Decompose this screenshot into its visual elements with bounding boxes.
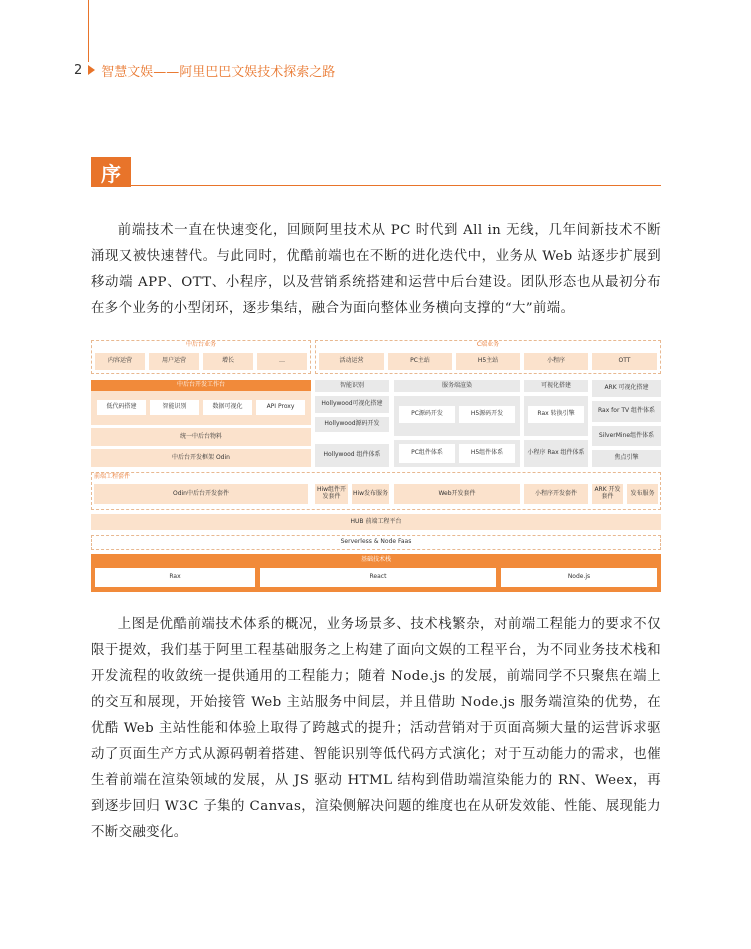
biz-content-ops: 内容运营 [95,353,145,370]
section-rule [131,185,661,186]
suite-ark: ARK 开发套件 [592,484,623,504]
wb-smart-recognition: 智能识别 [150,400,199,415]
section-heading [91,157,661,187]
biz-activity-ops: 活动运营 [319,353,384,370]
biz-ott: OTT [592,353,657,370]
biz-mini-program: 小程序 [524,353,588,370]
base-stack-title: 基础技术栈 [360,555,391,563]
book-title: 智慧文娱——阿里巴巴文娱技术探索之路 [101,64,336,80]
h5-source: H5源码开发 [459,406,515,423]
suite-hiw-publish: Hiw发布服务 [352,484,389,504]
service-render: 服务端渲染 [394,380,520,392]
stack-react: React [260,568,496,587]
biz-growth: 增长 [203,353,253,370]
header-accent-line [88,0,89,62]
play-triangle-icon [88,65,95,75]
hollywood-source: Hollywood源码开发 [315,417,389,432]
running-header [74,60,335,80]
pc-source: PC源码开发 [399,406,455,423]
wb-lowcode: 低代码搭建 [97,400,146,415]
mini-rax-components: 小程序 Rax 组件体系 [524,440,588,467]
mid-workbench-title: 中后台开发工作台 [91,380,311,391]
intro-paragraph: 前端技术一直在快速变化，回顾阿里技术从 PC 时代到 All in 无线，几年间新技术不断涌现又被快速替代。与此同时，优酷前端也在不断的进化迭代中，业务从 Web 站逐步扩展到移动端 APP、OTT、小程序，以及营销系统搭建和运营中后台建设。团队形态也从最初分布在多个业务的小型闭环，逐步集结，融合为面向整体业务横向支撑的“大”前端。 [91,223,661,316]
suite-odin: Odin中后台开发套件 [94,484,308,504]
wb-api-proxy: API Proxy [256,400,305,415]
mid-business-title: 中后台业务 [185,341,216,349]
suite-web: Web开发套件 [394,484,520,504]
body-paragraph: 上图是优酷前端技术体系的概况，业务场景多、技术栈繁杂，对前端工程能力的要求不仅限于提效，我们基于阿里工程基础服务之上构建了面向文娱的工程平台，为不同业务技术栈和开发流程的收敛统一提供通用的工程能力；随着 Node.js 的发展，前端同学不只聚焦在端上的交互和展现，开始接管 Web 主站服务中间层，并且借助 Node.js 服务端渲染的优势，在优酷 Web 主站性能和体验上取得了跨越式的提升；活动营销对于页面高频大量的运营诉求驱动了页面生产方式从源码朝着搭建、智能识别等低代码方式演化；对于互动能力的需求，也催生着前端在渲染领域的发展，从 JS 驱动 HTML 结构到借助端渲染能力的 RN、Weex，再到逐步回归 W3C 子集的 Canvas，渲染侧解决问题的维度也在从研发效能、性能、展现能力不断交融变化。 [91,617,661,840]
unified-material: 统一中后台物料 [91,428,311,446]
section-title: 序 [91,157,131,187]
rax-tv-components: Rax for TV 组件体系 [592,401,661,422]
tech-architecture-diagram [91,340,661,592]
suite-publish: 发布服务 [627,484,658,504]
suite-mini-program: 小程序开发套件 [524,484,588,504]
wb-data-visual: 数据可视化 [203,400,252,415]
biz-h5-site: H5主站 [456,353,520,370]
frontend-suite-title: 前端工程套件 [94,473,131,481]
visual-build: 可视化搭建 [524,380,588,392]
stack-nodejs: Node.js [501,568,657,587]
serverless: Serverless & Node Faas [91,535,661,550]
hollywood-visual: Hollywood可视化搭建 [315,396,389,413]
mid-framework: 中后台开发框架 Odin [91,449,311,467]
smart-recognition: 智能识别 [315,380,389,392]
ark-visual: ARK 可视化搭建 [592,380,661,397]
c-business-title: C端业务 [476,341,500,349]
stack-rax: Rax [95,568,255,587]
hollywood-components: Hollywood 组件体系 [315,444,389,467]
biz-pc-site: PC主站 [388,353,452,370]
biz-more: … [257,353,307,370]
page-number: 2 [74,62,83,78]
biz-user-ops: 用户运营 [149,353,199,370]
suite-hiw-components: Hiw组件开发套件 [315,484,348,504]
silvermine-components: SilverMine组件体系 [592,426,661,446]
pc-components: PC组件体系 [399,444,455,463]
rax-convert: Rax 转换引擎 [528,406,584,423]
hub-platform: HUB 前端工程平台 [91,514,661,530]
h5-components: H5组件体系 [459,444,515,463]
focus-engine: 焦点引擎 [592,450,661,467]
